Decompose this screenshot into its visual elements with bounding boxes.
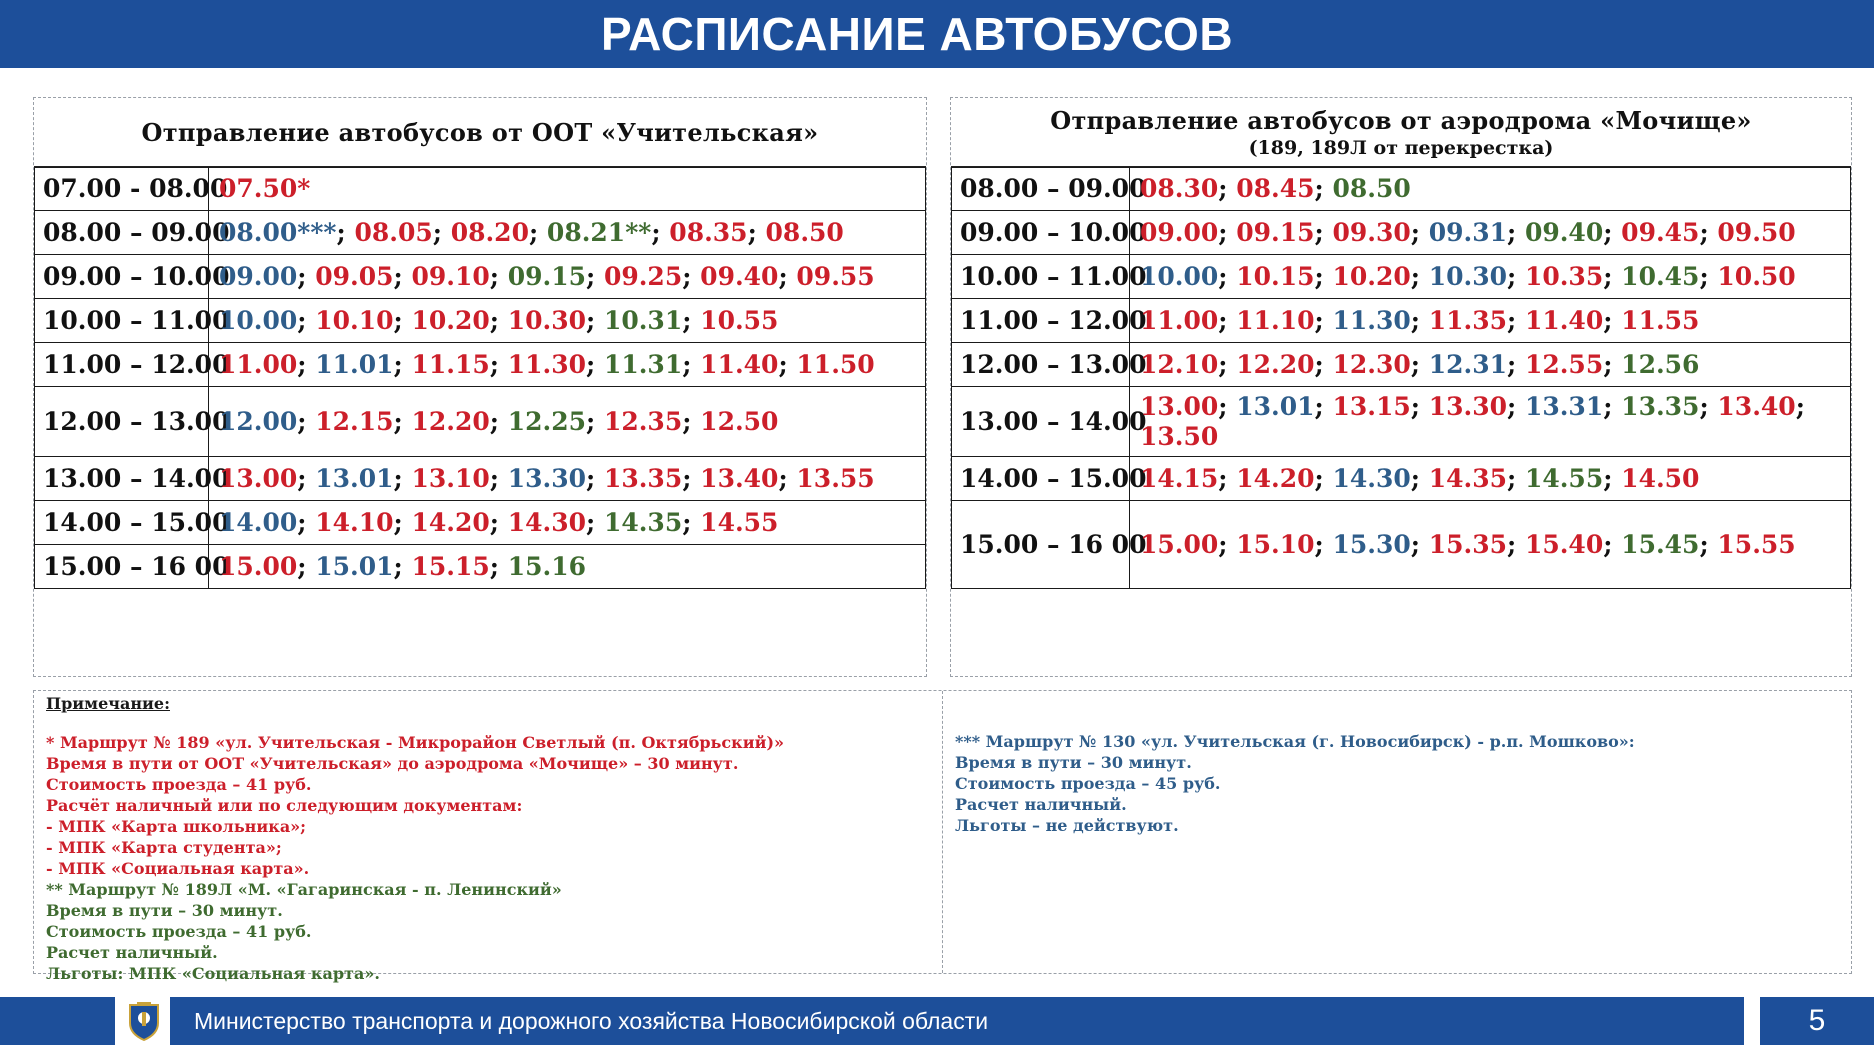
time-separator: ; (1507, 391, 1525, 421)
time-separator: ; (297, 551, 316, 581)
departure-times (209, 343, 926, 387)
departure-time: 10.45 (1621, 261, 1700, 291)
schedule-row (952, 211, 1851, 255)
departure-time: 13.35 (603, 463, 683, 493)
time-separator: ; (1795, 391, 1805, 421)
departure-time: 12.30 (1332, 349, 1411, 379)
departure-time: 08.45 (1236, 174, 1315, 203)
departure-time: 15.35 (1428, 529, 1507, 559)
time-separator: ; (393, 406, 412, 436)
time-separator: ; (489, 305, 508, 335)
departure-time: 13.10 (411, 463, 490, 493)
time-range: 12.00 – 13.00 (35, 387, 209, 457)
note-line: *** Маршрут № 130 «ул. Учительская (г. Новосибирск) - р.п. Мошково»: (955, 732, 1635, 751)
time-separator: ; (1314, 529, 1333, 559)
departure-time: 08.50 (765, 217, 844, 247)
departure-time: 15.40 (1524, 529, 1604, 559)
departure-time: 09.25 (603, 261, 683, 291)
time-separator: ; (1314, 305, 1333, 335)
note-line: Время в пути – 30 минут. (46, 901, 283, 920)
time-separator: ; (586, 305, 604, 335)
time-separator: ; (1410, 261, 1429, 291)
departure-time: 14.50 (1621, 463, 1700, 493)
departure-time: 14.55 (700, 507, 779, 537)
note-line: * Маршрут № 189 «ул. Учительская - Микрорайон Светлый (п. Октябрьский)» (46, 733, 785, 752)
schedule-right-panel (950, 97, 1852, 677)
schedule-row (35, 343, 926, 387)
time-separator: ; (489, 507, 508, 537)
time-range: 12.00 – 13.00 (952, 343, 1130, 387)
schedule-row (35, 457, 926, 501)
schedule-row (35, 211, 926, 255)
schedule-right-title: Отправление автобусов от аэродрома «Мочище» (1050, 105, 1752, 135)
footer-org-bar (170, 997, 1744, 1045)
departure-time: 13.00 (1140, 391, 1219, 421)
departure-times (209, 501, 926, 545)
time-separator: ; (1218, 174, 1237, 203)
note-line: Льготы – не действуют. (955, 816, 1179, 835)
departure-time: 13.01 (315, 463, 394, 493)
schedule-row (952, 387, 1851, 457)
departure-time: 15.45 (1621, 529, 1700, 559)
schedule-row (952, 255, 1851, 299)
time-separator: ; (489, 261, 508, 291)
departure-time: 09.50 (1717, 217, 1796, 247)
departure-time: 14.30 (1332, 463, 1411, 493)
time-separator: ; (1314, 463, 1333, 493)
time-separator: ; (336, 217, 355, 247)
departure-time: 08.00*** (219, 217, 337, 247)
time-range: 08.00 – 09.00 (35, 211, 209, 255)
schedule-row (35, 168, 926, 211)
time-separator: ; (297, 406, 316, 436)
time-range: 13.00 – 14.00 (952, 387, 1130, 457)
note-line: ** Маршрут № 189Л «М. «Гагаринская - п. Ленинский» (46, 880, 562, 899)
departure-time: 11.40 (1524, 305, 1604, 335)
departure-time: 15.01 (315, 551, 394, 581)
title-bar (0, 0, 1874, 68)
departure-times (1130, 299, 1851, 343)
departure-time: 10.31 (603, 305, 683, 335)
time-separator: ; (1410, 529, 1429, 559)
departure-time: 11.15 (411, 349, 490, 379)
departure-time: 09.00 (219, 261, 298, 291)
page-title: РАСПИСАНИЕ АВТОБУСОВ (600, 8, 1234, 60)
departure-times (1130, 343, 1851, 387)
departure-time: 12.56 (1621, 349, 1700, 379)
departure-time: 10.20 (411, 305, 490, 335)
time-separator: ; (1699, 391, 1718, 421)
departure-times (209, 545, 926, 589)
departure-time: 11.01 (315, 349, 394, 379)
time-range: 07.00 - 08.00 (35, 168, 209, 211)
time-range: 11.00 – 12.00 (35, 343, 209, 387)
departure-time: 08.35 (669, 217, 748, 247)
time-separator: ; (778, 463, 797, 493)
schedule-row (952, 299, 1851, 343)
time-separator: ; (1699, 261, 1718, 291)
time-separator: ; (1507, 463, 1525, 493)
time-separator: ; (393, 507, 412, 537)
time-separator: ; (1603, 529, 1622, 559)
departure-time: 10.00 (219, 305, 298, 335)
time-separator: ; (393, 261, 412, 291)
departure-time: 09.15 (1236, 217, 1315, 247)
departure-time: 11.55 (1621, 305, 1700, 335)
time-range: 11.00 – 12.00 (952, 299, 1130, 343)
time-range: 09.00 – 10.00 (35, 255, 209, 299)
departure-time: 11.30 (507, 349, 586, 379)
departure-time: 11.50 (796, 349, 875, 379)
time-range: 14.00 – 15.00 (35, 501, 209, 545)
departure-times (209, 168, 926, 211)
time-separator: ; (1410, 391, 1429, 421)
time-separator: ; (1314, 391, 1333, 421)
time-separator: ; (682, 305, 701, 335)
departure-time: 10.50 (1717, 261, 1796, 291)
departure-time: 08.30 (1140, 174, 1219, 203)
time-separator: ; (489, 463, 508, 493)
departure-time: 08.50 (1332, 174, 1411, 203)
note-line: - МПК «Карта школьника»; (46, 817, 307, 836)
time-range: 08.00 – 09.00 (952, 168, 1130, 211)
schedule-row (35, 299, 926, 343)
departure-time: 07.50* (219, 174, 311, 203)
time-separator: ; (1218, 261, 1237, 291)
departure-time: 12.20 (1236, 349, 1315, 379)
departure-time: 13.30 (1428, 391, 1507, 421)
time-range: 10.00 – 11.00 (35, 299, 209, 343)
time-separator: ; (1410, 305, 1429, 335)
time-separator: ; (1218, 217, 1237, 247)
note-line: Стоимость проезда – 41 руб. (46, 922, 312, 941)
departure-time: 12.15 (315, 406, 394, 436)
departure-time: 09.30 (1332, 217, 1411, 247)
departure-time: 10.00 (1140, 261, 1219, 291)
departure-time: 13.31 (1524, 391, 1604, 421)
time-separator: ; (1314, 349, 1333, 379)
schedule-row (35, 545, 926, 589)
time-separator: ; (489, 349, 508, 379)
departure-time: 15.30 (1332, 529, 1411, 559)
schedule-right-header (951, 98, 1851, 167)
time-separator: ; (1699, 217, 1718, 247)
time-range: 13.00 – 14.00 (35, 457, 209, 501)
time-separator: ; (1603, 463, 1622, 493)
departure-times (1130, 168, 1851, 211)
departure-time: 09.40 (700, 261, 779, 291)
schedule-right-subtitle: (189, 189Л от перекрестка) (1248, 136, 1554, 159)
time-separator: ; (651, 217, 670, 247)
departure-times (1130, 255, 1851, 299)
departure-time: 15.00 (219, 551, 298, 581)
departure-time: 09.10 (411, 261, 490, 291)
time-range: 10.00 – 11.00 (952, 255, 1130, 299)
time-separator: ; (393, 551, 412, 581)
departure-time: 09.55 (796, 261, 875, 291)
time-separator: ; (1507, 217, 1525, 247)
time-separator: ; (1410, 463, 1429, 493)
departure-time: 10.55 (700, 305, 779, 335)
departure-times (1130, 501, 1851, 589)
schedule-left-header (34, 98, 926, 167)
departure-time: 13.01 (1236, 391, 1315, 421)
schedule-row (952, 501, 1851, 589)
time-separator: ; (586, 406, 604, 436)
departure-time: 14.35 (1428, 463, 1507, 493)
schedule-row (35, 501, 926, 545)
schedule-left-table (34, 167, 926, 589)
time-separator: ; (1507, 529, 1525, 559)
departure-time: 08.21** (546, 217, 652, 247)
footer-left-bar (0, 997, 115, 1045)
note-line: - МПК «Карта студента»; (46, 838, 282, 857)
departure-time: 10.30 (1428, 261, 1507, 291)
note-line: Расчет наличный. (46, 943, 218, 962)
time-separator: ; (586, 261, 604, 291)
schedule-row (952, 457, 1851, 501)
departure-times (209, 211, 926, 255)
note-line: Льготы: МПК «Социальная карта». (46, 964, 380, 983)
time-separator: ; (489, 406, 508, 436)
time-separator: ; (586, 463, 604, 493)
time-separator: ; (528, 217, 547, 247)
departure-time: 12.50 (700, 406, 779, 436)
departure-times (209, 387, 926, 457)
note-line: - МПК «Социальная карта». (46, 859, 310, 878)
departure-time: 09.05 (315, 261, 394, 291)
time-separator: ; (1507, 349, 1525, 379)
departure-time: 13.15 (1332, 391, 1411, 421)
departure-time: 15.16 (507, 551, 586, 581)
departure-time: 14.20 (1236, 463, 1315, 493)
departure-time: 12.00 (219, 406, 298, 436)
note-line: Время в пути – 30 минут. (955, 753, 1192, 772)
departure-time: 09.31 (1428, 217, 1507, 247)
departure-time: 13.55 (796, 463, 875, 493)
notes-right-column (943, 691, 1851, 973)
time-separator: ; (1603, 217, 1622, 247)
departure-time: 11.31 (603, 349, 683, 379)
time-separator: ; (1603, 261, 1622, 291)
departure-time: 10.20 (1332, 261, 1411, 291)
time-separator: ; (682, 261, 701, 291)
schedule-left-panel (33, 97, 927, 677)
departure-time: 14.55 (1524, 463, 1604, 493)
time-separator: ; (778, 261, 797, 291)
departure-time: 14.35 (603, 507, 683, 537)
departure-time: 12.35 (603, 406, 683, 436)
departure-time: 13.50 (1140, 421, 1219, 451)
departure-time: 12.20 (411, 406, 490, 436)
departure-time: 10.15 (1236, 261, 1315, 291)
time-separator: ; (1314, 261, 1333, 291)
departure-time: 11.00 (1140, 305, 1219, 335)
time-separator: ; (1699, 529, 1718, 559)
time-separator: ; (1218, 305, 1237, 335)
departure-times (1130, 387, 1851, 457)
departure-time: 12.55 (1524, 349, 1604, 379)
departure-time: 15.15 (411, 551, 490, 581)
departure-time: 08.05 (354, 217, 433, 247)
time-separator: ; (1507, 261, 1525, 291)
time-range: 14.00 – 15.00 (952, 457, 1130, 501)
departure-time: 09.00 (1140, 217, 1219, 247)
departure-time: 09.45 (1621, 217, 1700, 247)
departure-time: 08.20 (450, 217, 529, 247)
departure-time: 14.00 (219, 507, 298, 537)
notes-title: Примечание: (46, 694, 170, 713)
time-separator: ; (297, 305, 316, 335)
departure-times (1130, 457, 1851, 501)
departure-times (1130, 211, 1851, 255)
departure-times (209, 255, 926, 299)
time-separator: ; (778, 349, 797, 379)
time-separator: ; (297, 507, 316, 537)
departure-time: 10.10 (315, 305, 394, 335)
schedule-row (35, 387, 926, 457)
note-line: Расчёт наличный или по следующим документам: (46, 796, 523, 815)
departure-time: 11.35 (1428, 305, 1507, 335)
time-separator: ; (1410, 349, 1429, 379)
departure-times (209, 457, 926, 501)
schedule-right-table (951, 167, 1851, 589)
departure-time: 14.15 (1140, 463, 1219, 493)
departure-time: 10.35 (1524, 261, 1604, 291)
departure-time: 11.30 (1332, 305, 1411, 335)
departure-time: 10.30 (507, 305, 586, 335)
departure-time: 14.20 (411, 507, 490, 537)
departure-time: 12.31 (1428, 349, 1507, 379)
time-separator: ; (393, 463, 412, 493)
time-separator: ; (586, 507, 604, 537)
note-line: Стоимость проезда – 41 руб. (46, 775, 312, 794)
time-separator: ; (1314, 217, 1333, 247)
notes-box (33, 690, 1852, 983)
departure-time: 12.25 (507, 406, 586, 436)
time-separator: ; (682, 406, 701, 436)
footer (0, 997, 1874, 1045)
departure-time: 14.10 (315, 507, 394, 537)
schedule-row (35, 255, 926, 299)
time-separator: ; (682, 349, 701, 379)
time-range: 15.00 – 16 00 (952, 501, 1130, 589)
time-separator: ; (393, 305, 412, 335)
departure-time: 13.00 (219, 463, 298, 493)
note-line: Стоимость проезда – 45 руб. (955, 774, 1221, 793)
footer-org-name: Министерство транспорта и дорожного хозяйства Новосибирской области (194, 1007, 989, 1034)
departure-time: 09.40 (1524, 217, 1604, 247)
time-separator: ; (1410, 217, 1429, 247)
time-separator: ; (1218, 391, 1237, 421)
time-separator: ; (747, 217, 766, 247)
departure-time: 13.30 (507, 463, 586, 493)
time-separator: ; (1603, 305, 1622, 335)
page-number: 5 (1760, 997, 1874, 1045)
time-separator: ; (393, 349, 412, 379)
time-separator: ; (489, 551, 508, 581)
departure-time: 15.55 (1717, 529, 1796, 559)
time-separator: ; (1603, 391, 1622, 421)
time-separator: ; (432, 217, 451, 247)
time-separator: ; (1218, 349, 1237, 379)
time-separator: ; (682, 463, 701, 493)
time-range: 09.00 – 10.00 (952, 211, 1130, 255)
time-separator: ; (1603, 349, 1622, 379)
departure-times (209, 299, 926, 343)
departure-time: 12.10 (1140, 349, 1219, 379)
time-separator: ; (586, 349, 604, 379)
time-separator: ; (297, 349, 316, 379)
note-line: Расчет наличный. (955, 795, 1127, 814)
time-separator: ; (682, 507, 701, 537)
departure-time: 11.10 (1236, 305, 1315, 335)
time-separator: ; (1314, 174, 1333, 203)
time-separator: ; (1218, 529, 1237, 559)
time-range: 15.00 – 16 00 (35, 545, 209, 589)
departure-time: 14.30 (507, 507, 586, 537)
schedule-left-title: Отправление автобусов от ООТ «Учительская» (141, 117, 819, 147)
schedule-row (952, 343, 1851, 387)
time-separator: ; (1218, 463, 1237, 493)
notes-left-column (34, 691, 943, 983)
time-separator: ; (297, 463, 316, 493)
time-separator: ; (297, 261, 316, 291)
departure-time: 15.00 (1140, 529, 1219, 559)
departure-time: 13.35 (1621, 391, 1700, 421)
departure-time: 11.00 (219, 349, 298, 379)
note-line: Время в пути от ООТ «Учительская» до аэродрома «Мочище» – 30 минут. (46, 754, 739, 773)
departure-time: 13.40 (700, 463, 779, 493)
departure-time: 11.40 (700, 349, 779, 379)
schedule-row (952, 168, 1851, 211)
departure-time: 13.40 (1717, 391, 1796, 421)
departure-time: 15.10 (1236, 529, 1315, 559)
coat-of-arms-icon (120, 997, 168, 1045)
departure-time: 09.15 (507, 261, 586, 291)
time-separator: ; (1507, 305, 1525, 335)
